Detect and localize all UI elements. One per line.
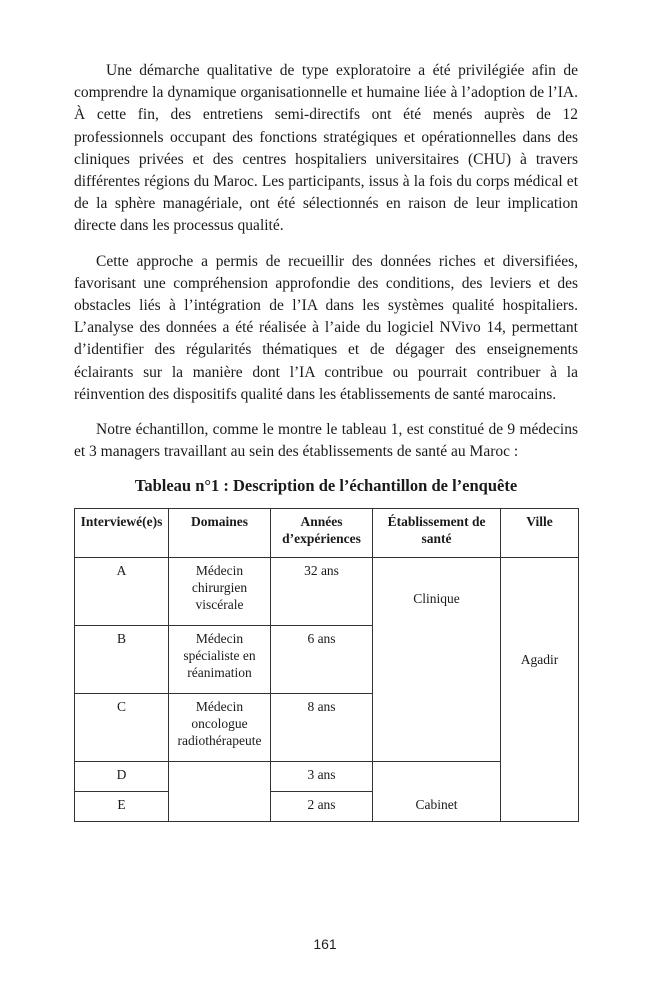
header-city: Ville xyxy=(501,509,579,558)
paragraph-methodology: Une démarche qualitative de type exploratoire a été privilégiée afin de comprendre la dynamique organisationnelle et humaine liée à l’adoption de l’IA. À cette fin, des entretiens semi-directifs ont été menés auprès de 12 professionnels occupant des fonctions stratégiques et opérationnelles dans des cliniques privées et des centres hospitaliers universitaires (CHU) à travers différentes régions du Maroc. Les participants, issus à la fois du corps médical et de la sphère managériale, ont été sélectionnés en raison de leur implication directe dans les processus qualité. xyxy=(74,62,578,235)
cell-domain: Médecin spécialiste en réanimation xyxy=(169,626,271,694)
cell-years: 3 ans xyxy=(271,762,373,792)
table-row xyxy=(75,558,579,626)
establishment-cabinet-label: Cabinet xyxy=(415,797,458,813)
sample-table xyxy=(74,508,579,822)
cell-establishment-cabinet xyxy=(373,762,501,822)
establishment-clinique-label: Clinique xyxy=(413,591,460,607)
paragraph-sample: Notre échantillon, comme le montre le tableau 1, est constitué de 9 médecins et 3 managers travaillant au sein des établissements de santé au Maroc : xyxy=(74,421,578,461)
cell-domain-empty xyxy=(169,762,271,822)
paragraph-approach: Cette approche a permis de recueillir des données riches et diversifiées, favorisant une compréhension approfondie des conditions, des leviers et des obstacles liés à l’intégration de l’IA dans les systèmes qualité hospitaliers. L’analyse des données a été réalisée à l’aide du logiciel NVivo 14, permettant d’identifier des régularités thématiques et de dégager des enseignements éclairants sur la manière dont l’IA contribue ou pourrait contribuer à la réinvention des dispositifs qualité dans les établissements de santé marocains. xyxy=(74,252,578,403)
cell-years: 32 ans xyxy=(271,558,373,626)
cell-interviewee: D xyxy=(75,762,169,792)
page-body xyxy=(74,60,578,822)
table-title: Tableau n°1 : Description de l’échantillon de l’enquête xyxy=(134,476,518,496)
cell-years: 6 ans xyxy=(271,626,373,694)
cell-interviewee: B xyxy=(75,626,169,694)
header-establishment: Établissement de santé xyxy=(373,509,501,558)
cell-interviewee: E xyxy=(75,792,169,822)
cell-city-agadir xyxy=(501,558,579,822)
cell-establishment-clinique xyxy=(373,558,501,762)
cell-domain: Médecin chirurgien viscérale xyxy=(169,558,271,626)
cell-interviewee: C xyxy=(75,694,169,762)
cell-interviewee: A xyxy=(75,558,169,626)
header-years: Années d’expériences xyxy=(271,509,373,558)
page-number: 161 xyxy=(313,936,337,952)
cell-years: 8 ans xyxy=(271,694,373,762)
cell-years: 2 ans xyxy=(271,792,373,822)
table-header-row xyxy=(75,509,579,558)
header-interviewee: Interviewé(e)s xyxy=(75,509,169,558)
city-agadir-label: Agadir xyxy=(520,652,559,668)
cell-domain: Médecin oncologue radiothérapeute xyxy=(169,694,271,762)
header-domain: Domaines xyxy=(169,509,271,558)
